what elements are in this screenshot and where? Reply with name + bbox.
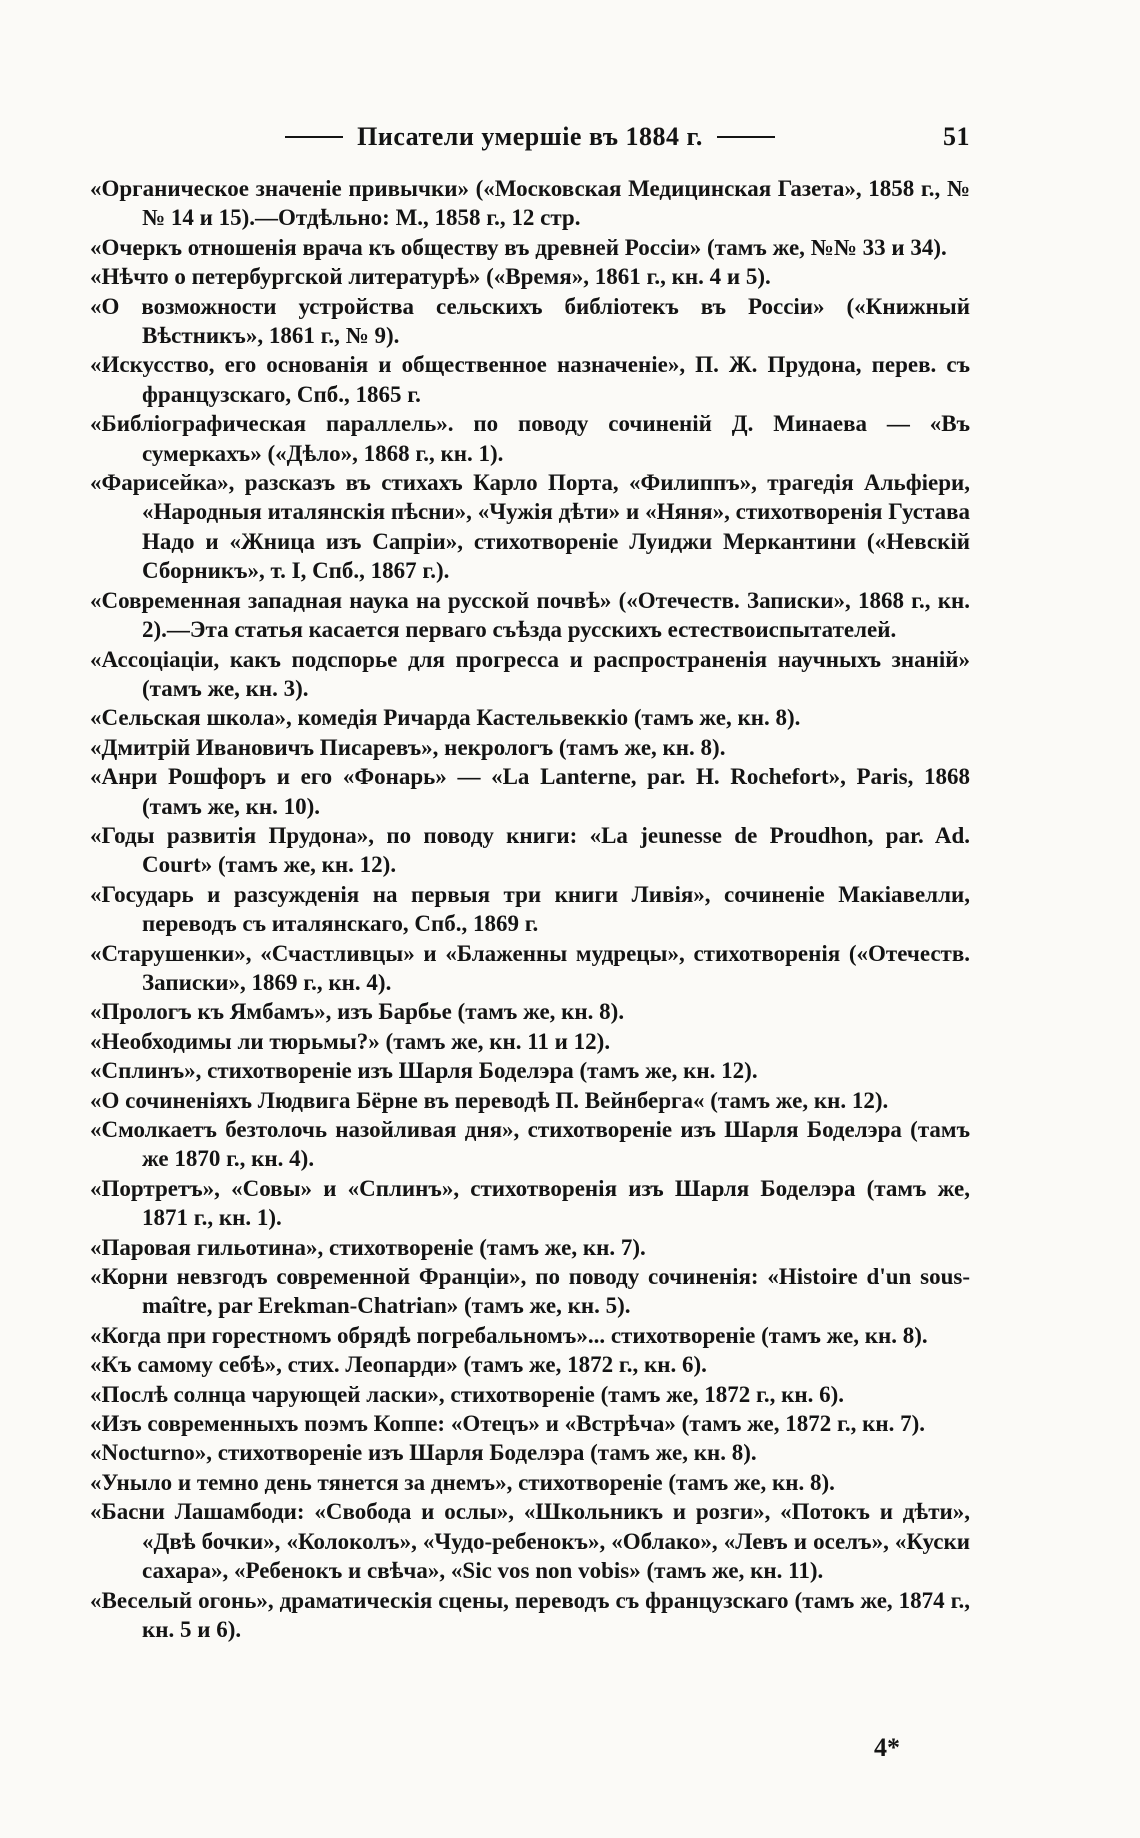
bibliography-entry: «Прологъ къ Ямбамъ», изъ Барбье (тамъ же, кн. 8). [90, 999, 625, 1025]
bibliography-entry: «Послѣ солнца чарующей ласки», стихотвореніе (тамъ же, 1872 г., кн. 6). [90, 1381, 845, 1407]
bibliography-entry: «Анри Рошфоръ и его «Фонарь» — «La Lanterne, par. H. Rochefort», Paris, 1868 (тамъ же, кн. 10). [90, 764, 970, 819]
bibliography-list [90, 174, 970, 1644]
bibliography-entry: «Веселый огонь», драматическія сцены, переводъ съ французскаго (тамъ же, 1874 г., кн. 5 и 6). [90, 1587, 970, 1642]
header-rule-right [717, 136, 775, 138]
header-center [90, 122, 970, 152]
bibliography-entry: «Портретъ», «Совы» и «Сплинъ», стихотворенія изъ Шарля Боделэра (тамъ же, 1871 г., кн. 1). [90, 1175, 970, 1231]
bibliography-entry: «Очеркъ отношенія врача къ обществу въ древней Россіи» (тамъ же, №№ 33 и 34). [90, 234, 947, 260]
bibliography-entry: «Ассоціаціи, какъ подспорье для прогресса и распространенія научныхъ знаній» (тамъ же, кн. 3). [90, 646, 970, 701]
page-number: 51 [943, 122, 970, 151]
signature-mark: 4* [874, 1733, 900, 1762]
bibliography-entry: «Сплинъ», стихотвореніе изъ Шарля Боделэра (тамъ же, кн. 12). [90, 1058, 758, 1084]
bibliography-entry: «Паровая гильотина», стихотвореніе (тамъ же, кн. 7). [90, 1234, 646, 1260]
bibliography-entry: «Искусство, его основанія и общественное назначеніе», П. Ж. Прудона, перев. съ французскаго, Спб., 1865 г. [90, 352, 970, 407]
bibliography-entry: «Современная западная наука на русской почвѣ» («Отечеств. Записки», 1868 г., кн. 2).—Эта статья касается перваго съѣзда русскихъ естествоиспытателей. [90, 587, 970, 643]
bibliography-entry: «Годы развитія Прудона», по поводу книги: «La jeunesse de Proudhon, par. Ad. Court» (тамъ же, кн. 12). [90, 822, 970, 878]
bibliography-entry: «Необходимы ли тюрьмы?» (тамъ же, кн. 11 и 12). [90, 1028, 611, 1054]
bibliography-entry: «Nocturno», стихотвореніе изъ Шарля Боделэра (тамъ же, кн. 8). [90, 1440, 757, 1466]
bibliography-entry: «Когда при горестномъ обрядѣ погребальномъ»... стихотвореніе (тамъ же, кн. 8). [90, 1322, 928, 1348]
running-header [90, 122, 970, 162]
bibliography-entry: «Къ самому себѣ», стих. Леопарди» (тамъ же, 1872 г., кн. 6). [90, 1352, 707, 1378]
bibliography-entry: «Уныло и темно день тянется за днемъ», стихотвореніе (тамъ же, кн. 8). [90, 1469, 835, 1495]
bibliography-entry: «Государь и разсужденія на первыя три книги Ливія», сочиненіе Макіавелли, переводъ съ италянскаго, Спб., 1869 г. [90, 881, 970, 937]
bibliography-entry: «Сельская школа», комедія Ричарда Кастельвеккіо (тамъ же, кн. 8). [90, 705, 801, 731]
bibliography-entry: «Изъ современныхъ поэмъ Коппе: «Отецъ» и «Встрѣча» (тамъ же, 1872 г., кн. 7). [90, 1411, 925, 1437]
running-title: Писатели умершіе въ 1884 г. [357, 122, 703, 151]
bibliography-entry: «Дмитрій Ивановичъ Писаревъ», некрологъ (тамъ же, кн. 8). [90, 734, 726, 760]
bibliography-entry: «О сочиненіяхъ Людвига Бёрне въ переводѣ П. Вейнберга« (тамъ же, кн. 12). [90, 1087, 889, 1113]
bibliography-entry: «Фарисейка», разсказъ въ стихахъ Карло Порта, «Филиппъ», трагедія Альфіери, «Народныя италянскія пѣсни», «Чужія дѣти» и «Няня», стихотворенія Густава Надо и «Жница изъ Сапріи», стихотвореніе Луиджи Меркантини («Невскій Сборникъ», т. I, Спб., 1867 г.). [90, 470, 970, 584]
bibliography-entry: «Нѣчто о петербургской литературѣ» («Время», 1861 г., кн. 4 и 5). [90, 264, 771, 290]
bibliography-entry: «Корни невзгодъ современной Франціи», по поводу сочиненія: «Histoire d'un sous-maître, par Erekman-Chatrian» (тамъ же, кн. 5). [90, 1264, 970, 1319]
bibliography-entry: «Смолкаетъ безтолочь назойливая дня», стихотвореніе изъ Шарля Боделэра (тамъ же 1870 г., кн. 4). [90, 1117, 970, 1172]
bibliography-entry: «Басни Лашамбоди: «Свобода и ослы», «Школьникъ и розги», «Потокъ и дѣти», «Двѣ бочки», «Колоколъ», «Чудо-ребенокъ», «Облако», «Левъ и оселъ», «Куски сахара», «Ребенокъ и свѣча», «Sic vos non vobis» (тамъ же, кн. 11). [90, 1499, 970, 1584]
bibliography-entry: «Органическое значеніе привычки» («Московская Медицинская Газета», 1858 г., №№ 14 и 15).—Отдѣльно: М., 1858 г., 12 стр. [90, 176, 970, 231]
bibliography-entry: «Библіографическая параллель». по поводу сочиненій Д. Минаева — «Въ сумеркахъ» («Дѣло», 1868 г., кн. 1). [90, 411, 970, 466]
bibliography-entry: «О возможности устройства сельскихъ библіотекъ въ Россіи» («Книжный Вѣстникъ», 1861 г., № 9). [90, 293, 970, 349]
bibliography-entry: «Старушенки», «Счастливцы» и «Блаженны мудрецы», стихотворенія («Отечеств. Записки», 1869 г., кн. 4). [90, 940, 970, 995]
header-rule-left [285, 136, 343, 138]
